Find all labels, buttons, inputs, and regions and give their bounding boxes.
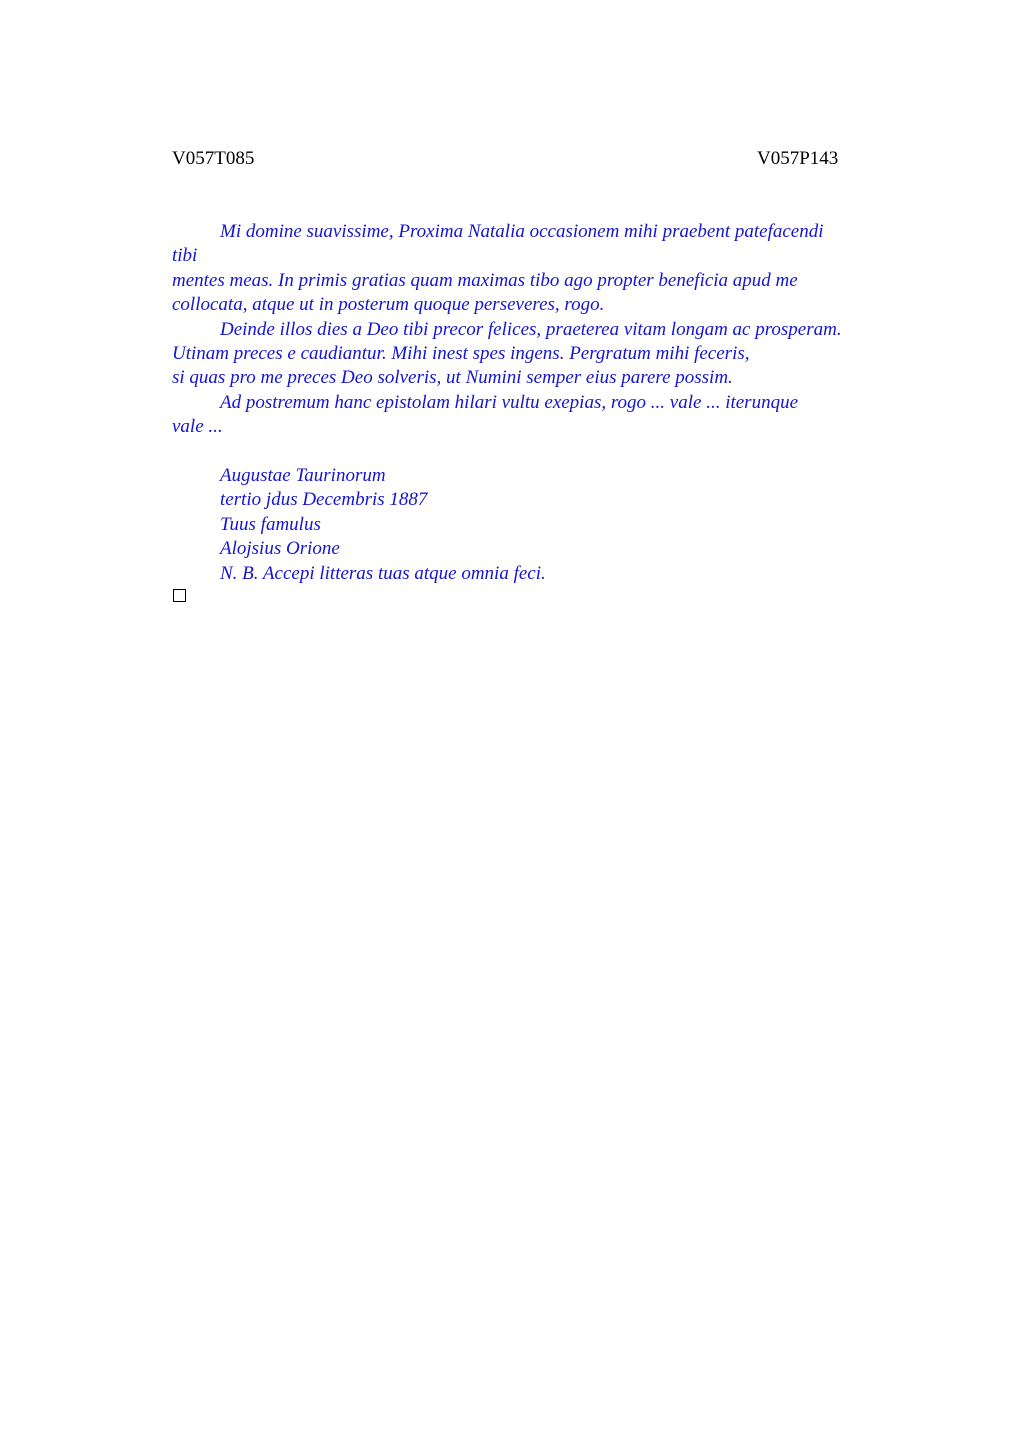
letter-line: Deinde illos dies a Deo tibi precor felices, praeterea vitam longam ac prosperam. xyxy=(220,318,842,340)
header-right-code: V057P143 xyxy=(757,148,839,169)
closing-date: tertio jdus Decembris 1887 xyxy=(220,489,428,511)
closing-signature: Alojsius Orione xyxy=(220,538,340,560)
blank-line xyxy=(172,440,912,464)
letter-line: si quas pro me preces Deo solveris, ut Numini semper eius parere possim. xyxy=(172,367,733,389)
letter-line: Utinam preces e caudiantur. Mihi inest spes ingens. Pergratum mihi feceris, xyxy=(172,343,750,365)
closing-place: Augustae Taurinorum xyxy=(220,465,386,487)
letter-body xyxy=(172,220,912,586)
letter-line: vale ... xyxy=(172,416,223,438)
end-of-document-box-icon xyxy=(173,589,186,602)
letter-line: mentes meas. In primis gratias quam maximas tibo ago propter beneficia apud me xyxy=(172,269,798,291)
header-left-code: V057T085 xyxy=(172,148,255,169)
letter-line: collocata, atque ut in posterum quoque perseveres, rogo. xyxy=(172,294,605,316)
letter-line: Ad postremum hanc epistolam hilari vultu exepias, rogo ... vale ... iterunque xyxy=(220,391,799,413)
closing-salutation: Tuus famulus xyxy=(220,513,321,535)
letter-line: tibi xyxy=(172,245,198,267)
letter-line: Mi domine suavissime, Proxima Natalia occasionem mihi praebent patefacendi xyxy=(220,221,824,242)
closing-postscript: N. B. Accepi litteras tuas atque omnia feci. xyxy=(220,562,546,584)
